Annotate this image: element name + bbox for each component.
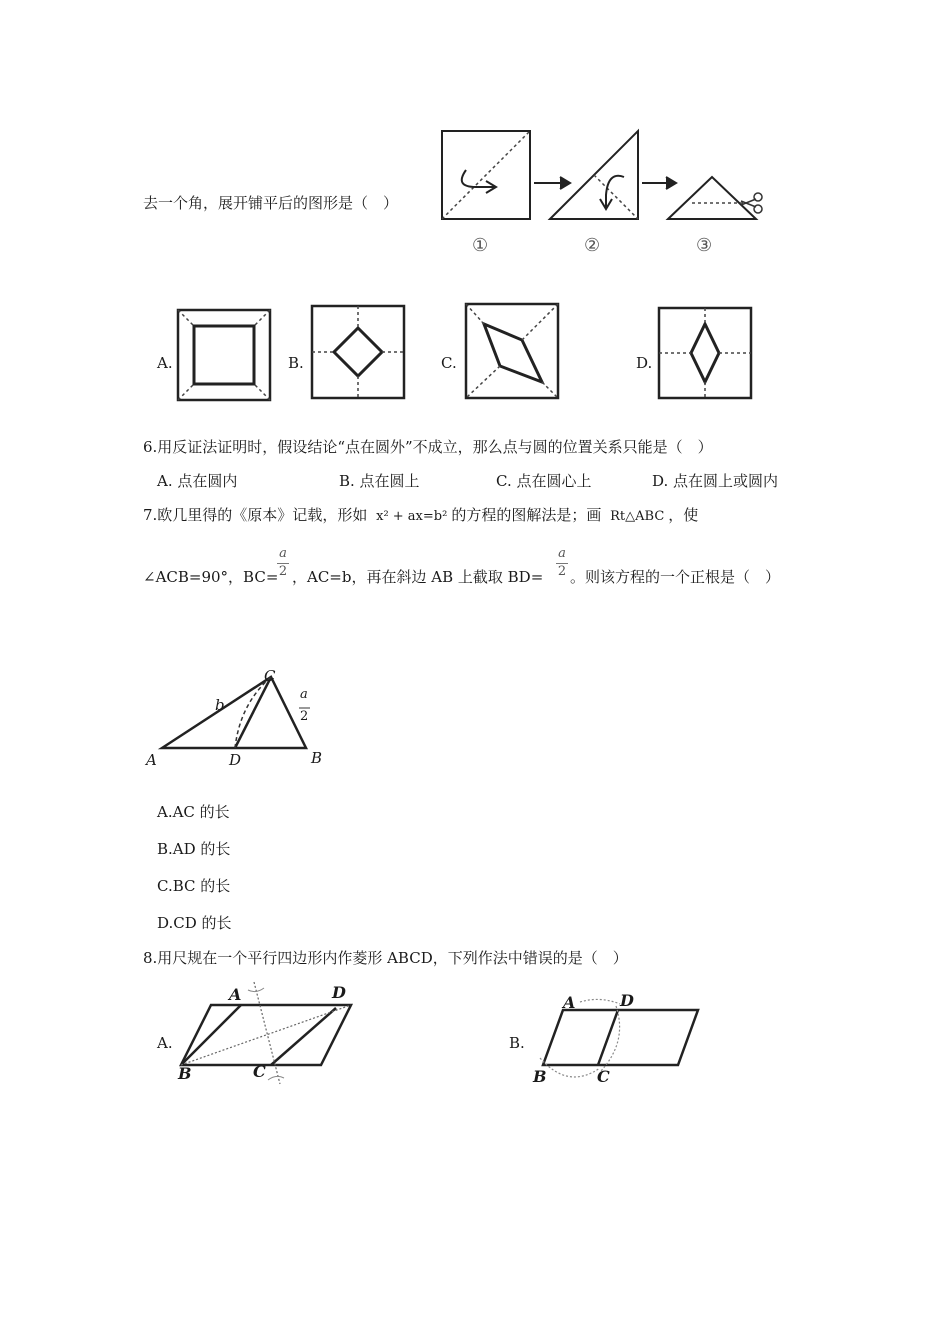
q5-option-a-label: A. (157, 354, 173, 372)
q7-stem-line2-b: ，AC=b，再在斜边 AB 上截取 BD= (292, 568, 544, 586)
q5-option-d-figure (657, 306, 753, 400)
q8-b-label-b: B (533, 1067, 547, 1086)
q5-option-b-figure (310, 304, 406, 400)
q5-option-c-figure (464, 302, 560, 400)
q5-option-a-figure (176, 308, 272, 402)
q7-stem-part-a: 7.欧几里得的《原本》记载，形如 (143, 506, 368, 524)
q5-step-2-label: ② (584, 235, 601, 256)
q8-b-label-c: C (597, 1067, 610, 1086)
q7-stem-line2-a: ∠ACB=90°，BC= (143, 568, 279, 586)
q7-option-d: D.CD 的长 (157, 914, 232, 932)
q8-a-label-b: B (178, 1064, 192, 1083)
q6-stem: 6.用反证法证明时，假设结论“点在圆外”不成立，那么点与圆的位置关系只能是（ ） (143, 438, 713, 456)
q5-option-b-label: B. (288, 354, 304, 372)
q7-rt-triangle: Rt△ABC (610, 509, 665, 524)
q7-stem-part-c: ，使 (668, 506, 699, 524)
q6-option-d: D. 点在圆上或圆内 (652, 472, 779, 490)
q6-option-b: B. 点在圆上 (339, 472, 420, 490)
q8-a-label-d: D (332, 983, 346, 1002)
q7-frac-1-num: a (279, 546, 287, 561)
q7-stem-part-b: 的方程的图解法是；画 (451, 506, 602, 524)
q8-b-label-d: D (620, 991, 634, 1010)
q7-frac-2-num: a (558, 546, 566, 561)
q7-option-c: C.BC 的长 (157, 877, 231, 895)
q8-stem: 8.用尺规在一个平行四边形内作菱形 ABCD，下列作法中错误的是（ ） (143, 949, 628, 967)
q8-option-b-label: B. (509, 1034, 525, 1052)
q7-fig-label-a-num: a (300, 687, 308, 702)
q7-fig-label-b-side: b (215, 696, 225, 714)
q5-step-3-label: ③ (696, 235, 713, 256)
q7-fig-label-2-den: 2 (300, 709, 309, 724)
q7-frac-2-den: 2 (557, 564, 567, 579)
q7-stem-line2-c: 。则该方程的一个正根是（ ） (570, 568, 781, 586)
q5-option-d-label: D. (636, 354, 653, 372)
q7-fig-label-a: A (146, 751, 157, 769)
q6-option-c: C. 点在圆心上 (496, 472, 592, 490)
q8-b-label-a: A (563, 993, 576, 1012)
q8-option-b-figure (528, 990, 708, 1080)
q5-option-c-label: C. (441, 354, 457, 372)
q8-a-label-c: C (253, 1062, 266, 1081)
q7-frac-1-den: 2 (278, 564, 288, 579)
q7-stem-line1 (143, 505, 698, 527)
q7-option-a: A.AC 的长 (157, 803, 230, 821)
q5-step-1-label: ① (472, 235, 489, 256)
q5-stem: 去一个角，展开铺平后的图形是（ ） (143, 194, 399, 212)
q7-fig-label-d: D (229, 751, 242, 769)
q7-equation: x² + ax=b² (376, 509, 448, 524)
q6-option-a: A. 点在圆内 (157, 472, 238, 490)
q8-a-label-a: A (229, 985, 242, 1004)
q7-option-b: B.AD 的长 (157, 840, 231, 858)
q8-option-a-label: A. (157, 1034, 173, 1052)
q7-fig-label-c: C (264, 667, 276, 685)
q7-fig-label-b: B (311, 749, 323, 767)
